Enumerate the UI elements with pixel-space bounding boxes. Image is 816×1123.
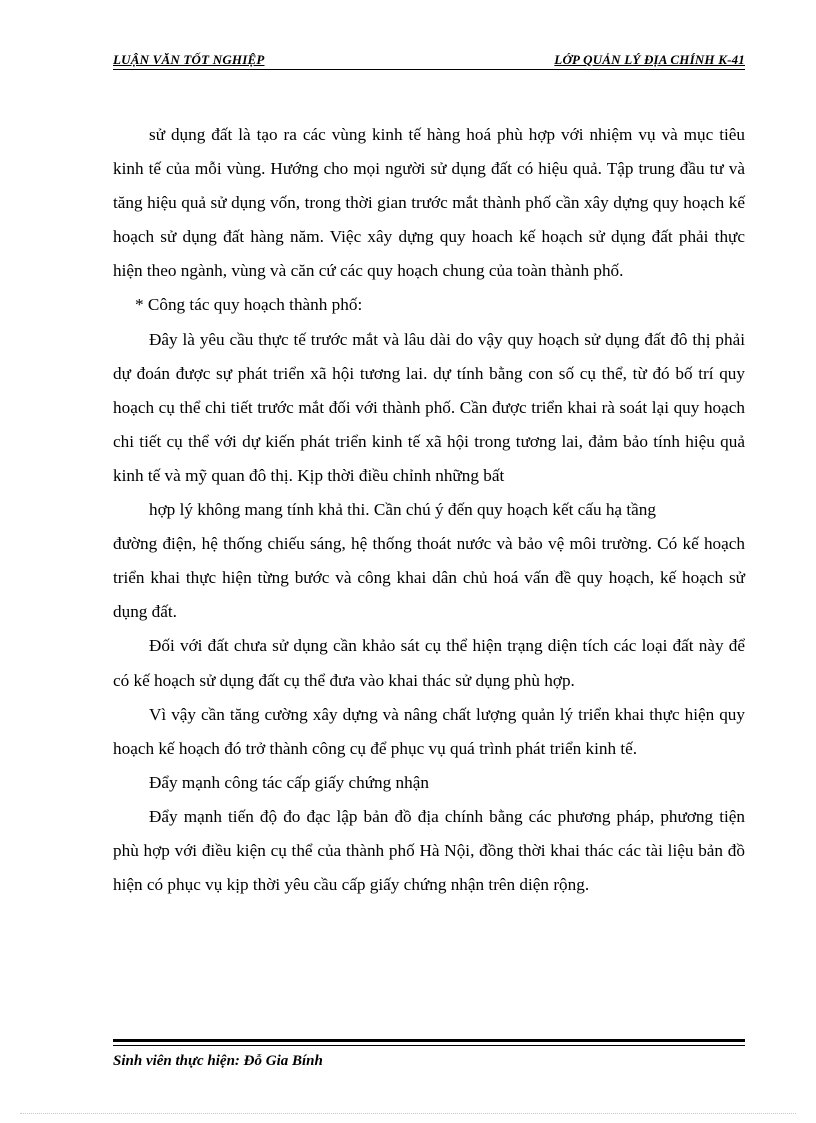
- footer-rule-thick: [113, 1039, 745, 1042]
- paragraph-planning-heading: * Công tác quy hoạch thành phố:: [135, 295, 363, 315]
- paragraph-infrastructure: đường điện, hệ thống chiếu sáng, hệ thống thoát nước và bảo vệ môi trường. Có kế hoạch triển khai thực hiện từng bước và công khai dân chủ hoá vấn đề quy hoạch, kế hoạch sử dụng đất.: [113, 534, 745, 622]
- header-rule: [113, 69, 745, 70]
- paragraph-cadastral-mapping: Đẩy mạnh tiến độ đo đạc lập bản đồ địa chính bằng các phương pháp, phương tiện phù hợp với điều kiện cụ thể của thành phố Hà Nội, đồng thời khai thác các tài liệu bản đồ hiện có phục vụ kịp thời yêu cầu cấp giấy chứng nhận trên diện rộng.: [113, 806, 745, 895]
- paragraph-unused-land: Đối với đất chưa sử dụng cần khảo sát cụ thể hiện trạng diện tích các loại đất này để có kế hoạch sử dụng đất cụ thể đưa vào khai thác sử dụng phù hợp.: [113, 636, 745, 690]
- page-bottom-divider: [20, 1113, 796, 1114]
- paragraph-infrastructure-lead: hợp lý không mang tính khả thi. Cần chú ý đến quy hoạch kết cấu hạ tầng: [149, 500, 656, 520]
- paragraph-management: Vì vậy cần tăng cường xây dựng và nâng chất lượng quản lý triển khai thực hiện quy hoạch kế hoạch đó trở thành công cụ để phục vụ quá trình phát triển kinh tế.: [113, 704, 745, 758]
- header-thesis-title: LUẬN VĂN TỐT NGHIỆP: [113, 52, 265, 67]
- paragraph-urban-planning: Đây là yêu cầu thực tế trước mắt và lâu dài do vậy quy hoạch sử dụng đất đô thị phải dự đoán được sự phát triển xã hội tương lai. dự tính bằng con số cụ thể, từ đó bố trí quy hoạch cụ thể chi tiết trước mắt đối với thành phố. Cần được triển khai rà soát lại quy hoạch chi tiết cụ thể với dự kiến phát triển kinh tế xã hội trong tương lai, đảm bảo tính hiệu quả kinh tế và mỹ quan đô thị. Kịp thời điều chỉnh những bất: [113, 329, 745, 485]
- paragraph-land-use: sử dụng đất là tạo ra các vùng kinh tế hàng hoá phù hợp với nhiệm vụ và mục tiêu kinh tế của mỗi vùng. Hướng cho mọi người sử dụng đất có hiệu quả. Tập trung đầu tư và tăng hiệu quả sử dụng vốn, trong thời gian trước mắt thành phố cần xây dựng quy hoạch kế hoạch sử dụng đất hàng năm. Việc xây dựng quy hoach kế hoạch sử dụng đất phải thực hiện theo ngành, vùng và căn cứ các quy hoạch chung của toàn thành phố.: [113, 125, 745, 281]
- header-class-name: LỚP QUẢN LÝ ĐỊA CHÍNH K-41: [554, 52, 745, 67]
- footer-rule-thin: [113, 1045, 745, 1046]
- paragraph-certificate-heading: Đẩy mạnh công tác cấp giấy chứng nhận: [149, 772, 429, 792]
- body-text: [113, 118, 745, 902]
- page-footer-author: Sinh viên thực hiện: Đỗ Gia Bính: [113, 1053, 323, 1069]
